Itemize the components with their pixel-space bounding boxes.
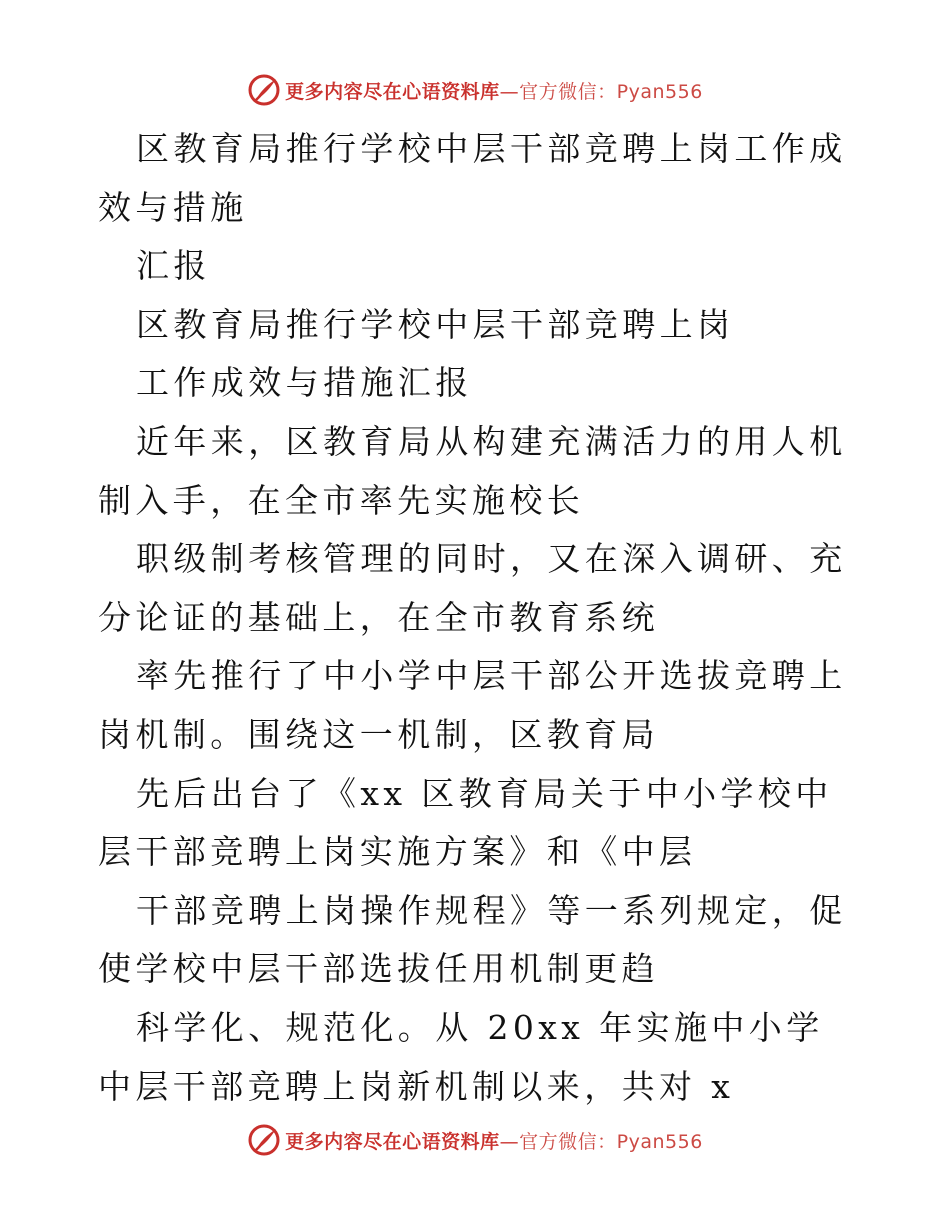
watermark-dash: — <box>499 1130 520 1153</box>
watermark-text <box>285 1127 703 1154</box>
paragraph: 科学化、规范化。从 20xx 年实施中小学中层干部竞聘上岗新机制以来，共对 x <box>98 1007 824 1106</box>
paragraph-title: 区教育局推行学校中层干部竞聘上岗工作成效与措施 <box>98 129 847 227</box>
paragraph: 工作成效与措施汇报 <box>136 363 473 403</box>
watermark-text <box>285 77 703 104</box>
document-body <box>98 120 858 1116</box>
footer-watermark <box>0 1120 950 1160</box>
quill-logo-icon <box>247 73 281 107</box>
paragraph: 近年来，区教育局从构建充满活力的用人机制入手，在全市率先实施校长 <box>98 421 847 520</box>
quill-logo-icon <box>247 1123 281 1157</box>
paragraph: 先后出台了《xx 区教育局关于中小学校中层干部竞聘上岗实施方案》和《中层 <box>98 773 833 872</box>
watermark-main: 更多内容尽在心语资料库 <box>285 1130 500 1153</box>
watermark-main: 更多内容尽在心语资料库 <box>285 80 500 103</box>
header-watermark <box>0 70 950 110</box>
paragraph: 率先推行了中小学中层干部公开选拔竞聘上岗机制。围绕这一机制，区教育局 <box>98 656 847 754</box>
paragraph: 职级制考核管理的同时，又在深入调研、充分论证的基础上，在全市教育系统 <box>98 539 847 637</box>
watermark-dash: — <box>499 80 520 103</box>
paragraph: 区教育局推行学校中层干部竞聘上岗 <box>136 304 735 344</box>
watermark-sub: 官方微信：Pyan556 <box>519 1130 703 1153</box>
watermark-sub: 官方微信：Pyan556 <box>519 80 703 103</box>
paragraph: 干部竞聘上岗操作规程》等一系列规定，促使学校中层干部选拔任用机制更趋 <box>98 890 847 989</box>
paragraph-subtitle: 汇报 <box>136 246 211 286</box>
